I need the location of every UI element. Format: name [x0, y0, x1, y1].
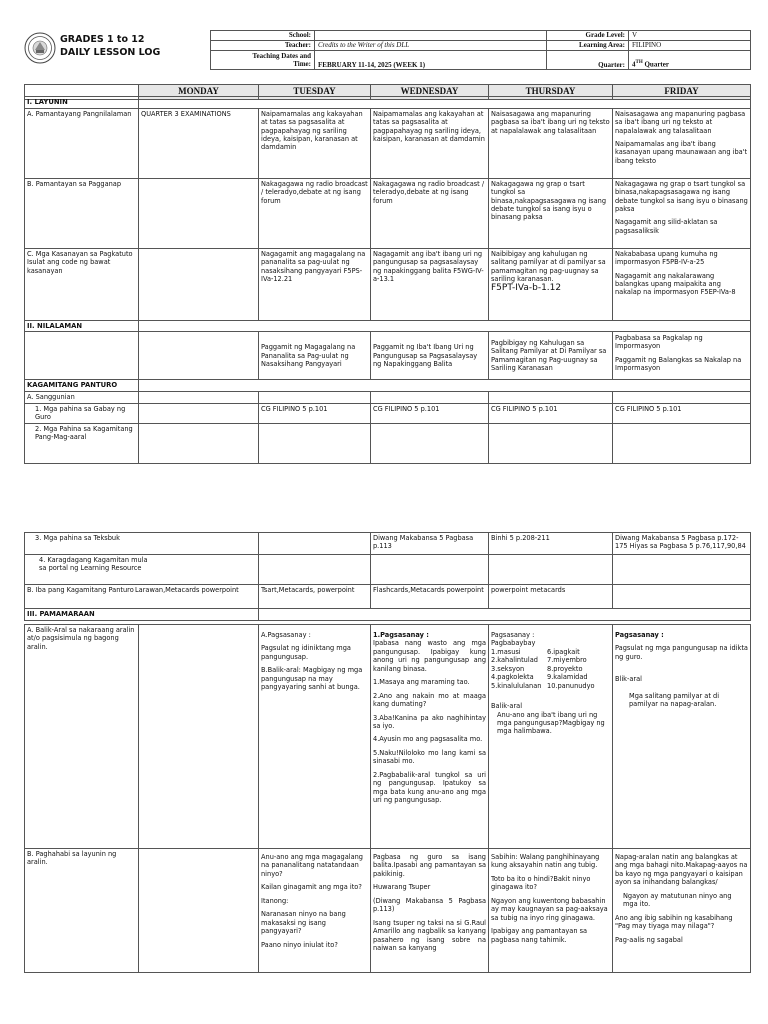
day-monday: MONDAY [139, 85, 259, 100]
cell-friday [613, 108, 751, 178]
cell-text: Pagsasanay : [491, 631, 535, 639]
day-thursday: THURSDAY [489, 85, 613, 100]
quarter-label: Quarter: [547, 51, 629, 70]
cell-monday [139, 248, 259, 320]
row-label: B. Pamantayan sa Pagganap [25, 178, 139, 248]
teaching-dates-label-line1: Teaching Dates and [252, 51, 311, 60]
row-label [25, 585, 259, 609]
cell-friday [613, 555, 751, 585]
cell-text: (Diwang Makabansa 5 Pagbasa p.113) [373, 896, 486, 914]
spelling-word: 7.miyembro [547, 656, 587, 665]
row-label: A. Balik-Aral sa nakaraang aralin at/o pagsisimula ng bagong aralin. [25, 625, 139, 849]
teaching-dates-label-line2: Time: [293, 60, 311, 68]
cell-wednesday: CG FILIPINO 5 p.101 [371, 403, 489, 423]
row-label-line: Isulat ang code ng bawat kasanayan [27, 258, 111, 275]
dll-title [60, 33, 160, 59]
section-pamamaraan [25, 609, 751, 621]
cell-monday [139, 178, 259, 248]
cell-wednesday [371, 625, 489, 849]
cell-tuesday [259, 533, 371, 555]
cell-friday [613, 849, 751, 973]
cell-text: Itanong: [261, 896, 289, 905]
section-fill [139, 380, 751, 392]
cell-friday [613, 423, 751, 463]
learning-area-label: Learning Area: [547, 41, 629, 51]
row-kagamitang-pang-mag-aaral [25, 423, 751, 463]
cell-text: Paano ninyo iniulat ito? [261, 940, 338, 949]
cell-text: 2.Pagbabalik-aral tungkol sa uri ng pangungusap. Ipatukoy sa mga bata kung anu-ano ang mga uri ng pangungusap. [373, 770, 486, 804]
row-label-text: B. Iba pang Kagamitang Panturo [27, 586, 134, 594]
row-label [25, 533, 259, 555]
cell-wednesday [371, 849, 489, 973]
row-teksbuk [25, 533, 751, 555]
section-label: III. PAMAMARAAN [25, 609, 259, 621]
teacher-label: Teacher: [211, 41, 315, 51]
cell-text: Anu-ano ang iba't ibang uri ng mga pangungusap?Magbigay ng mga halimbawa. [497, 710, 605, 736]
cell-text: Naipamamalas ang iba't ibang kasanayan upang maunawaan ang iba't ibang teksto [615, 140, 748, 165]
cell-text: Napag-aralan natin ang balangkas at ang mga bahagi nito.Makapag-aayos na ba kayo ng mga pangyayari o kaisipan ayon sa inihandang balangkas/ [615, 853, 748, 887]
cell-wednesday [371, 423, 489, 463]
cell-text: Balik-aral [491, 702, 523, 711]
cell-monday [139, 392, 259, 403]
spelling-word: 6.ipagkait [547, 647, 580, 656]
cell-tuesday: Naipamamalas ang kakayahan at tatas sa pagsasalita at pagpapahayag ng sariling ideya, kaisipan, karanasan at damdamin [259, 108, 371, 178]
cell-text: Ipabigay ang pamantayan sa pagbasa nang tahimik. [491, 927, 588, 944]
cell-text: A.Pagsasanay : [261, 631, 311, 639]
row-label: B. Paghahabi sa layunin ng aralin. [25, 849, 139, 973]
cell-text: Nagagamit ang silid-aklatan sa pagsasaliksik [615, 218, 718, 235]
cell-text: Naibibigay ang kahulugan ng salitang pamilyar at di pamilyar sa pamamagitan ng pag-uugnay sa sariling karanasan. [491, 249, 606, 283]
cell-text: Ngayon ay matutunan ninyo ang mga ito. [623, 891, 732, 909]
section-fill [139, 320, 751, 332]
section-label: KAGAMITANG PANTURO [25, 380, 139, 392]
row-nilalaman [25, 332, 751, 380]
row-paghahabi [25, 849, 751, 973]
cell-friday: CG FILIPINO 5 p.101 [613, 403, 751, 423]
cell-text: Pagsulat ng mga pangungusap na idikta ng guro. [615, 644, 748, 661]
cell-text: 5.Naku!Niloloko mo lang kami sa sinasabi mo. [373, 748, 486, 766]
cell-thursday [489, 625, 613, 849]
cell-friday [613, 625, 751, 849]
cell-text: Naisasagawa ang mapanuring pagbasa sa iba't ibang uri ng teksto at napalalawak ang talasalitaan [615, 109, 746, 135]
quarter-word: Quarter [644, 60, 669, 69]
cell-wednesday [371, 555, 489, 585]
day-wednesday: WEDNESDAY [371, 85, 489, 100]
cell-text: B.Balik-aral: Magbigay ng mga pangungusap na may pangyayaring sanhi at bunga. [261, 666, 363, 692]
quarter-number: 4 [632, 60, 636, 69]
cell-friday: Diwang Makabansa 5 Pagbasa p.172-175 Hiyas sa Pagbasa 5 p.76,117,90,84 [613, 533, 751, 555]
cell-tuesday [259, 555, 371, 585]
row-karagdagang-kagamitan [25, 555, 751, 585]
grade-level-value: V [629, 31, 751, 41]
cell-thursday [489, 392, 613, 403]
cell-text: 1.Masaya ang maraming tao. [373, 678, 470, 687]
cell-text: Ngayon ang kuwentong babasahin ay may kaugnayan sa pag-aaksaya sa tubig na inyo ring ginagawa. [491, 896, 608, 922]
cell-text: Huwarang Tsuper [373, 883, 431, 892]
cell-text: Blik-aral [615, 675, 643, 684]
row-label-text: 3. Mga pahina sa Teksbuk [35, 534, 120, 542]
deped-seal-icon [24, 32, 56, 64]
cell-thursday [489, 555, 613, 585]
cell-wednesday: Diwang Makabansa 5 Pagbasa p.113 [371, 533, 489, 555]
cell-tuesday: Nakagagawa ng radio broadcast / teleradyo,debate at ng isang forum [259, 178, 371, 248]
cell-tuesday [259, 392, 371, 403]
cell-monday [139, 403, 259, 423]
section-nilalaman [25, 320, 751, 332]
competency-code: F5PT-IVa-b-1.12 [491, 283, 562, 294]
cell-text: Naranasan ninyo na bang makasaksi ng isang pangyayari? [261, 910, 346, 936]
cell-text: Pagsasanay : [615, 631, 664, 639]
cell-thursday: CG FILIPINO 5 p.101 [489, 403, 613, 423]
cell-friday [613, 178, 751, 248]
cell-text: Ano ang ibig sabihin ng kasabihang "Pag may tiyaga may nilaga"? [615, 913, 733, 931]
spelling-word-list [491, 648, 610, 690]
quarter-value [629, 51, 751, 70]
cell-text: 3.Aba!Kanina pa ako naghihintay sa iyo. [373, 713, 486, 730]
cell-friday [613, 248, 751, 320]
teaching-dates-value: FEBRUARY 11-14, 2025 (WEEK 1) [315, 51, 547, 70]
row-label [25, 332, 139, 380]
cell-text: Mga salitang pamilyar at di pamilyar na napag-aralan. [629, 691, 720, 709]
cell-monday [139, 849, 259, 973]
row-label-line: C. Mga Kasanayan sa Pagkatuto [27, 249, 133, 258]
cell-friday [613, 332, 751, 380]
cell-text: Paggamit ng Balangkas sa Nakalap na Impormasyon [615, 355, 742, 373]
lesson-table-page-1 [24, 96, 751, 464]
cell-thursday: Flashcards,Metacards powerpoint [371, 585, 489, 609]
info-table [210, 30, 751, 70]
day-tuesday: TUESDAY [259, 85, 371, 100]
lesson-table-page-2 [24, 532, 751, 621]
cell-monday [139, 332, 259, 380]
teaching-dates-label [211, 51, 315, 70]
row-label [25, 555, 259, 585]
title-line-1: GRADES 1 to 12 [60, 34, 145, 45]
cell-text: Pagsulat ng idiniktang mga pangungusap. [261, 644, 351, 661]
cell-text: Toto ba ito o hindi?Bakit ninyo ginagawa ito? [491, 874, 591, 892]
cell-text: Anu-ano ang mga magagalang na pananalitang natatandaan ninyo? [261, 853, 363, 878]
cell-thursday: Pagbibigay ng Kahulugan sa Salitang Pamilyar at Di Pamilyar sa Pamamagitan ng Pag-uugnay sa Sariling Karanasan [489, 332, 613, 380]
pamamaraan-table [24, 624, 751, 973]
quarter-suffix: TH [635, 60, 643, 66]
cell-text: Nagagamit ang nakalarawang balangkas upang maipakita ang nakalap na impormasyon F5EP-IVa-8 [615, 271, 736, 297]
cell-wednesday: Tsart,Metacards, powerpoint [259, 585, 371, 609]
cell-friday: powerpoint metacards [489, 585, 613, 609]
cell-thursday: Nakagagawa ng grap o tsart tungkol sa binasa,nakapagsasagawa ng isang debate tungkol sa isang isyu o binasang paksa [489, 178, 613, 248]
cell-empty [613, 585, 751, 609]
cell-text: Kailan ginagamit ang mga ito? [261, 883, 362, 892]
cell-wednesday: Paggamit ng Iba't Ibang Uri ng Pangungusap sa Pagsasalaysay ng Napakinggang Balita [371, 332, 489, 380]
title-line-2: DAILY LESSON LOG [60, 47, 161, 58]
row-label: A. Pamantayang Pangnilalaman [25, 108, 139, 178]
cell-text: Isang tsuper ng taksi na si G.Raul Amarillo ang nagbalik sa kanyang pasahero ng isang sobre na naiwan sa kanyang [373, 918, 486, 952]
cell-text: Ipabasa nang wasto ang mga pangungusap. Ipabigay kung anong uri ng pangungusap ang kanilang binasa. [373, 639, 486, 673]
cell-tuesday [259, 423, 371, 463]
cell-tuesday: CG FILIPINO 5 p.101 [259, 403, 371, 423]
cell-text: 2.Ano ang nakain mo at maaga kang dumating? [373, 691, 486, 709]
cell-thursday: Binhi 5 p.208-211 [489, 533, 613, 555]
row-label-text: 4. Karagdagang Kagamitan mula sa portal ng Learning Resource [39, 556, 148, 573]
cell-wednesday [371, 392, 489, 403]
row-pamantayan-sa-pagganap [25, 178, 751, 248]
row-balik-aral [25, 625, 751, 849]
cell-thursday [489, 849, 613, 973]
row-iba-pang-kagamitan [25, 585, 751, 609]
section-label: II. NILALAMAN [25, 320, 139, 332]
spelling-word: 9.kalamidad [547, 673, 588, 682]
day-friday: FRIDAY [613, 85, 751, 100]
school-value [315, 31, 547, 41]
row-label: 1. Mga pahina sa Gabay ng Guro [25, 403, 139, 423]
section-layunin [25, 97, 751, 109]
teacher-value: Credits to the Writer of this DLL [315, 41, 547, 51]
cell-text: Nakagagawa ng grap o tsart tungkol sa binasa,nakapagsasagawa ng isang debate tungkol sa isang isyu o binasang paksa [615, 179, 748, 213]
spelling-word: 4.pagkolekta [491, 673, 534, 682]
cell-wednesday: Nagagamit ang iba't ibang uri ng pangungusap sa pagsasalaysay ng napakinggang balita F5WG-IV-a-13.1 [371, 248, 489, 320]
row-pamantayang-pangnilalaman [25, 108, 751, 178]
grade-level-label: Grade Level: [547, 31, 629, 41]
cell-tuesday: Paggamit ng Magagalang na Pananalita sa Pag-uulat ng Nasaksihang Pangyayari [259, 332, 371, 380]
cell-text: 1.Pagsasanay : [373, 631, 429, 639]
cell-text: Pagbabasa sa Pagkalap ng Impormasyon [615, 334, 703, 351]
school-label: School: [211, 31, 315, 41]
section-kagamitang-panturo [25, 380, 751, 392]
cell-monday [139, 423, 259, 463]
cell-monday [139, 625, 259, 849]
cell-friday [613, 392, 751, 403]
cell-thursday [489, 423, 613, 463]
cell-text: Pag-aalis ng sagabal [615, 935, 683, 944]
cell-wednesday: Nakagagawa ng radio broadcast / teleradyo,debate at ng isang forum [371, 178, 489, 248]
cell-wednesday: Naipamamalas ang kakayahan at tatas sa pagsasalita at pagpapahayag ng sariling ideya, kaisipan, karanasan at damdamin [371, 108, 489, 178]
row-label [25, 248, 139, 320]
learning-area-value: FILIPINO [629, 41, 751, 51]
cell-monday: QUARTER 3 EXAMINATIONS [139, 108, 259, 178]
spelling-word: 1.masusi [491, 647, 521, 656]
spelling-word: 5.kinalululanan [491, 681, 542, 690]
spelling-word: 2.kahalintulad [491, 656, 538, 665]
spelling-word: 3.seksyon [491, 664, 525, 673]
cell-text: Pagbabaybay [491, 639, 536, 648]
cell-text: Pagbasa ng guro sa isang balita.Ipasabi ang pamantayan sa pakikinig. [373, 853, 486, 878]
dll-header [24, 30, 750, 76]
cell-thursday: Naisasagawa ang mapanuring pagbasa sa iba't ibang uri ng teksto at napalalawak ang talasalitaan [489, 108, 613, 178]
spelling-word: 8.proyekto [547, 664, 583, 673]
row-mga-kasanayan [25, 248, 751, 320]
row-sanggunian [25, 392, 751, 403]
row-label: A. Sanggunian [25, 392, 139, 403]
cell-tuesday [259, 625, 371, 849]
row-label: 2. Mga Pahina sa Kagamitang Pang-Mag-aaral [25, 423, 139, 463]
cell-tuesday-text: Larawan,Metacards powerpoint [135, 586, 239, 594]
cell-text: Nakababasa upang kumuha ng impormasyon F5PB-IV-a-25 [615, 249, 718, 267]
cell-tuesday: Nagagamit ang magagalang na pananalita sa pag-uulat ng nasaksihang pangyayari F5PS-IVa-12.21 [259, 248, 371, 320]
section-label: I. LAYUNIN [25, 97, 139, 109]
section-fill [259, 609, 751, 621]
cell-tuesday [259, 849, 371, 973]
cell-thursday [489, 248, 613, 320]
cell-text: Sabihin: Walang panghihinayang kung aksayahin natin ang tubig. [491, 853, 600, 870]
cell-text: 4.Ayusin mo ang pagsasalita mo. [373, 735, 483, 744]
section-fill [139, 97, 751, 109]
row-gabay-ng-guro [25, 403, 751, 423]
spelling-word: 10.panunudyo [547, 681, 595, 690]
